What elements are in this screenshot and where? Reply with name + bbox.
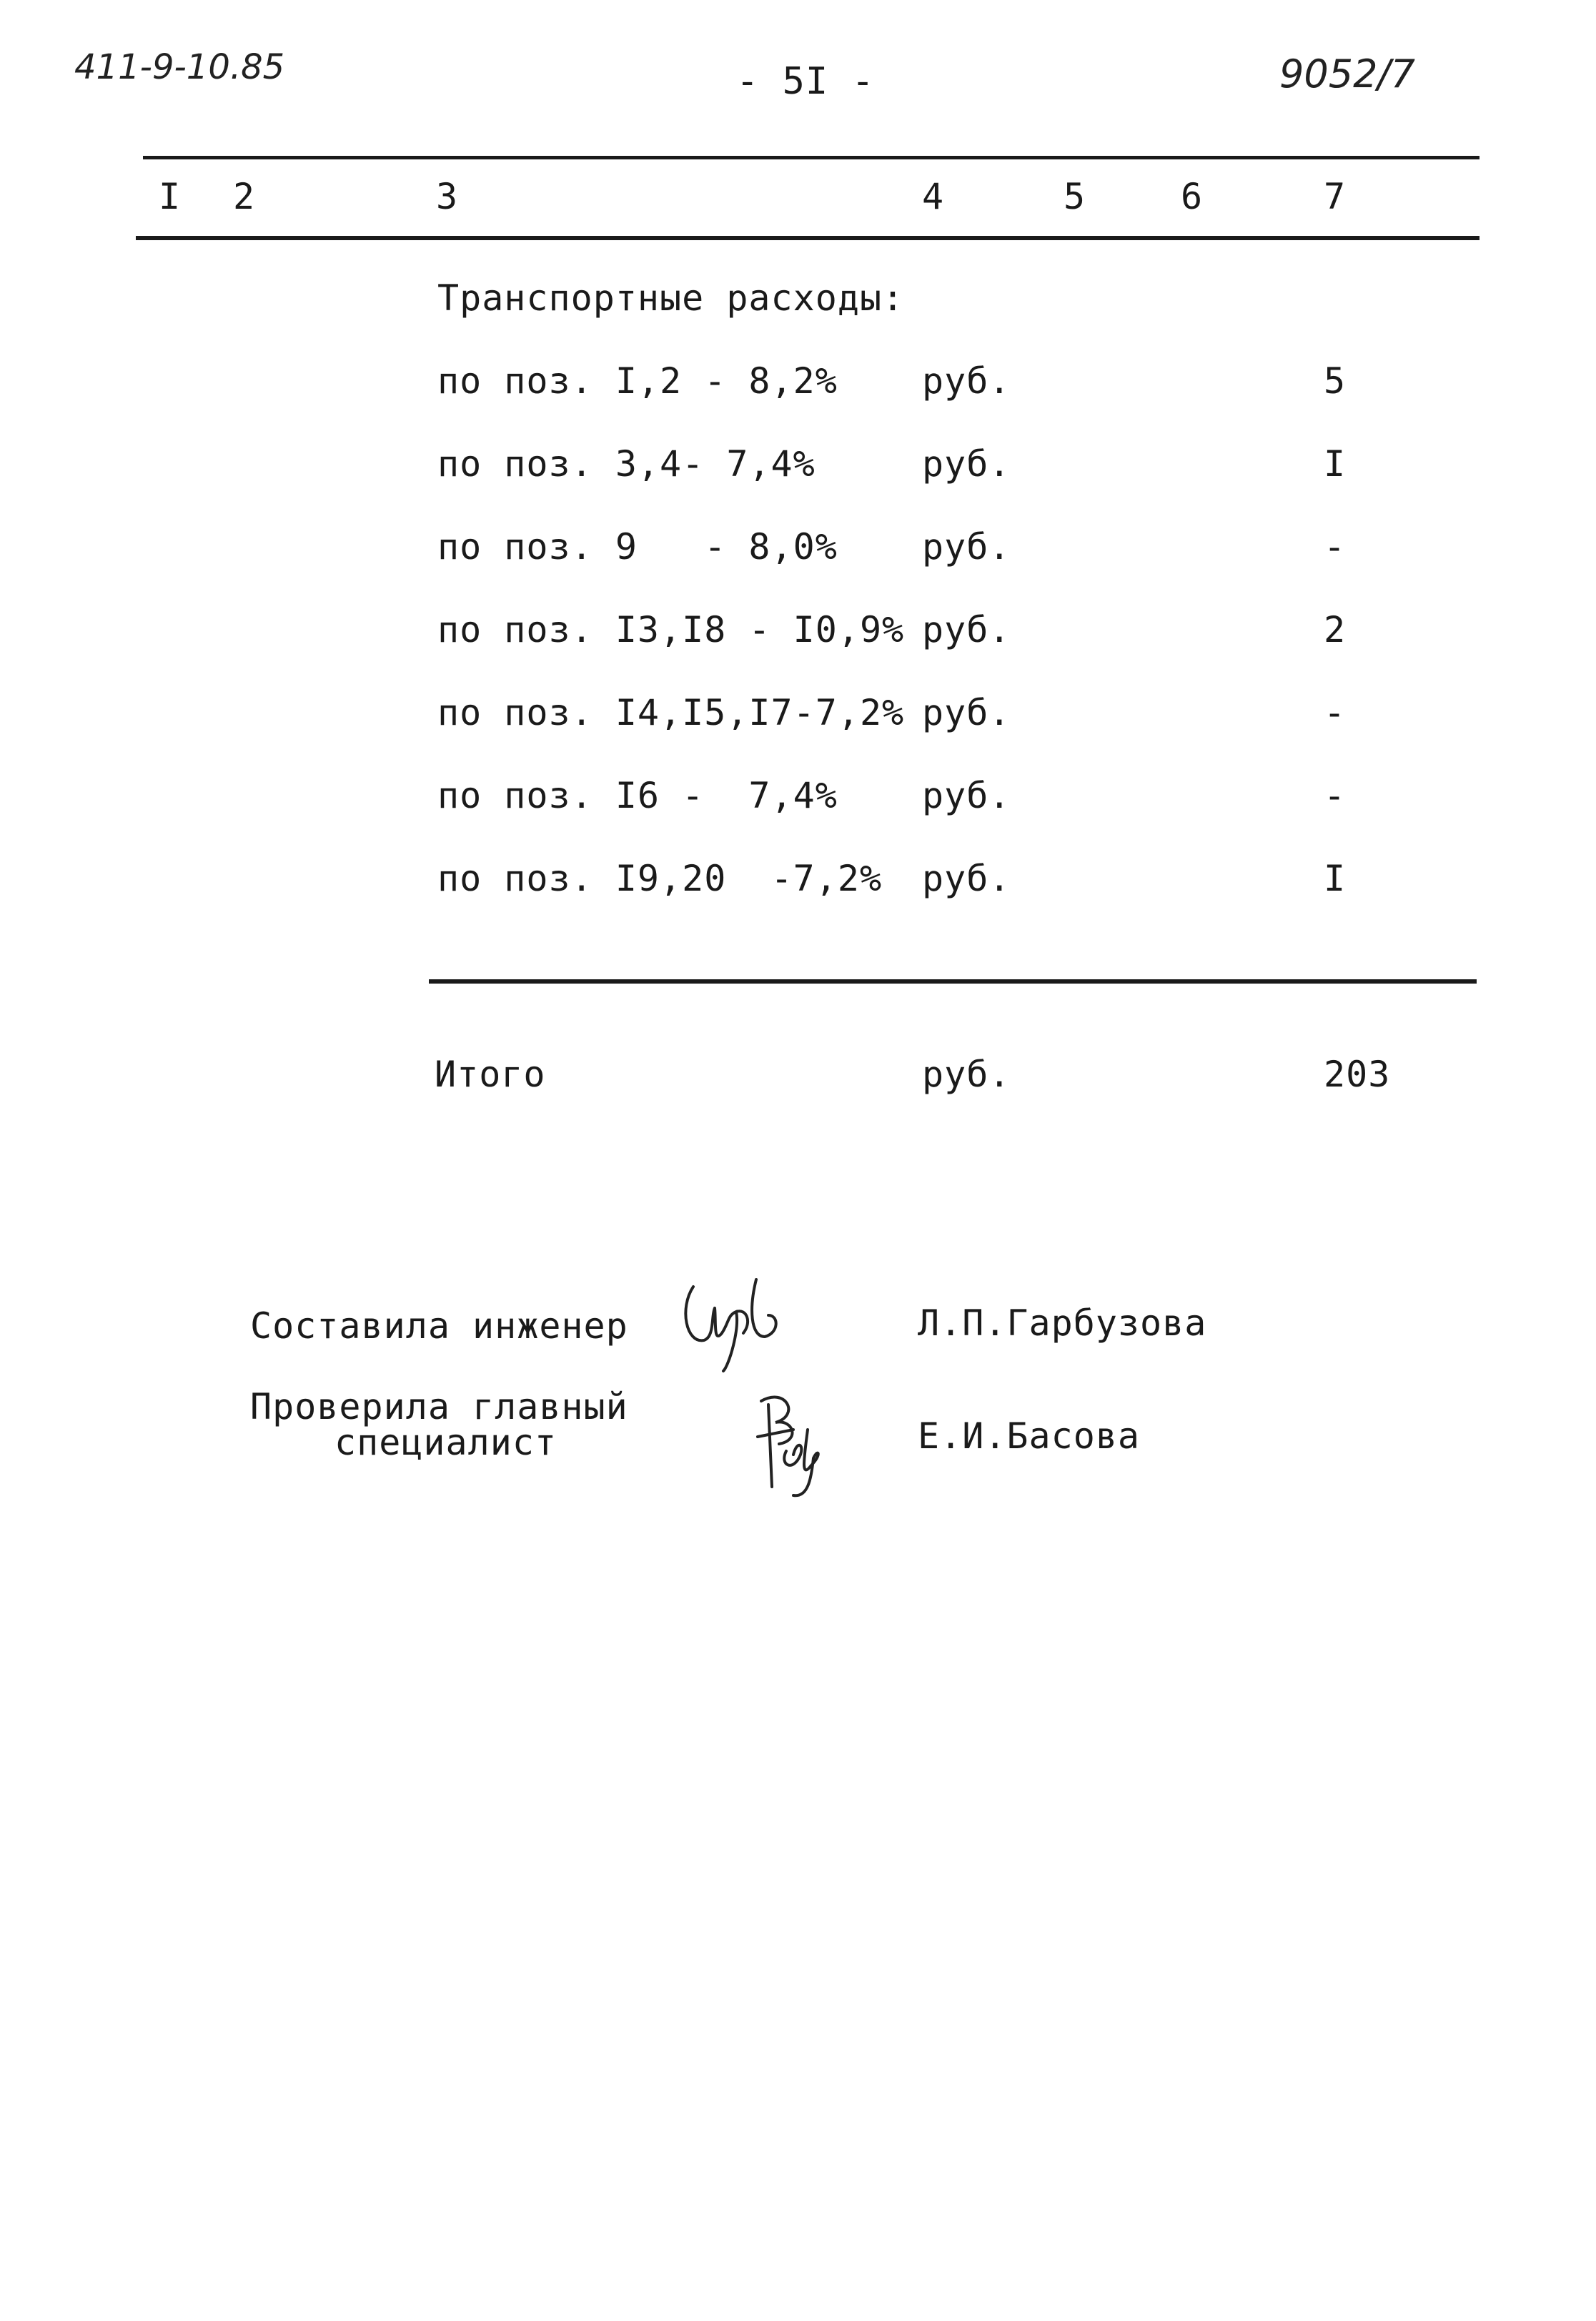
row-1-description: по поз. I,2 - 8,2% <box>437 360 838 402</box>
row-2-unit: руб. <box>922 443 1011 485</box>
column-header-2: 2 <box>233 176 256 217</box>
row-5-unit: руб. <box>922 692 1011 733</box>
row-3-value: - <box>1324 526 1347 568</box>
sheet-ref: 9052/7 <box>1279 51 1415 96</box>
row-4-value: 2 <box>1324 609 1347 650</box>
row-4-unit: руб. <box>922 609 1011 650</box>
row-1-unit: руб. <box>922 360 1011 402</box>
row-2-value: I <box>1324 443 1347 485</box>
checked-by-name: Е.И.Басова <box>918 1415 1141 1457</box>
compiled-by-name: Л.П.Гарбузова <box>918 1302 1207 1344</box>
row-7-description: по поз. I9,20 -7,2% <box>437 858 883 899</box>
row-7-value: I <box>1324 858 1347 899</box>
row-6-value: - <box>1324 775 1347 816</box>
column-header-5: 5 <box>1064 176 1086 217</box>
row-3-description: по поз. 9 - 8,0% <box>437 526 838 568</box>
compiled-by-role: Составила инженер <box>250 1305 628 1347</box>
checked-by-signature <box>743 1387 843 1501</box>
column-header-7: 7 <box>1324 176 1347 217</box>
row-4-description: по поз. I3,I8 - I0,9% <box>437 609 905 650</box>
table-header-rule <box>136 236 1479 240</box>
row-6-unit: руб. <box>922 775 1011 816</box>
column-header-6: 6 <box>1181 176 1204 217</box>
row-7-unit: руб. <box>922 858 1011 899</box>
row-3-unit: руб. <box>922 526 1011 568</box>
column-header-3: 3 <box>436 176 459 217</box>
row-6-description: по поз. I6 - 7,4% <box>437 775 838 816</box>
page-number: - 5I - <box>736 60 875 103</box>
total-unit: руб. <box>922 1054 1011 1095</box>
checked-by-role-line1: Проверила главный <box>250 1386 628 1427</box>
row-5-value: - <box>1324 692 1347 733</box>
doc-code: 411-9-10.85 <box>74 47 285 87</box>
row-5-description: по поз. I4,I5,I7-7,2% <box>437 692 905 733</box>
total-value: 203 <box>1324 1054 1391 1095</box>
total-label: Итого <box>435 1054 546 1095</box>
table-top-rule <box>143 156 1479 159</box>
column-header-1: I <box>159 176 182 217</box>
compiled-by-signature <box>672 1265 793 1372</box>
column-header-4: 4 <box>922 176 945 217</box>
section-title: Транспортные расходы: <box>437 277 905 319</box>
row-2-description: по поз. 3,4- 7,4% <box>437 443 816 485</box>
checked-by-role-line2: специалист <box>334 1422 557 1463</box>
row-1-value: 5 <box>1324 360 1347 402</box>
total-rule <box>429 979 1477 984</box>
